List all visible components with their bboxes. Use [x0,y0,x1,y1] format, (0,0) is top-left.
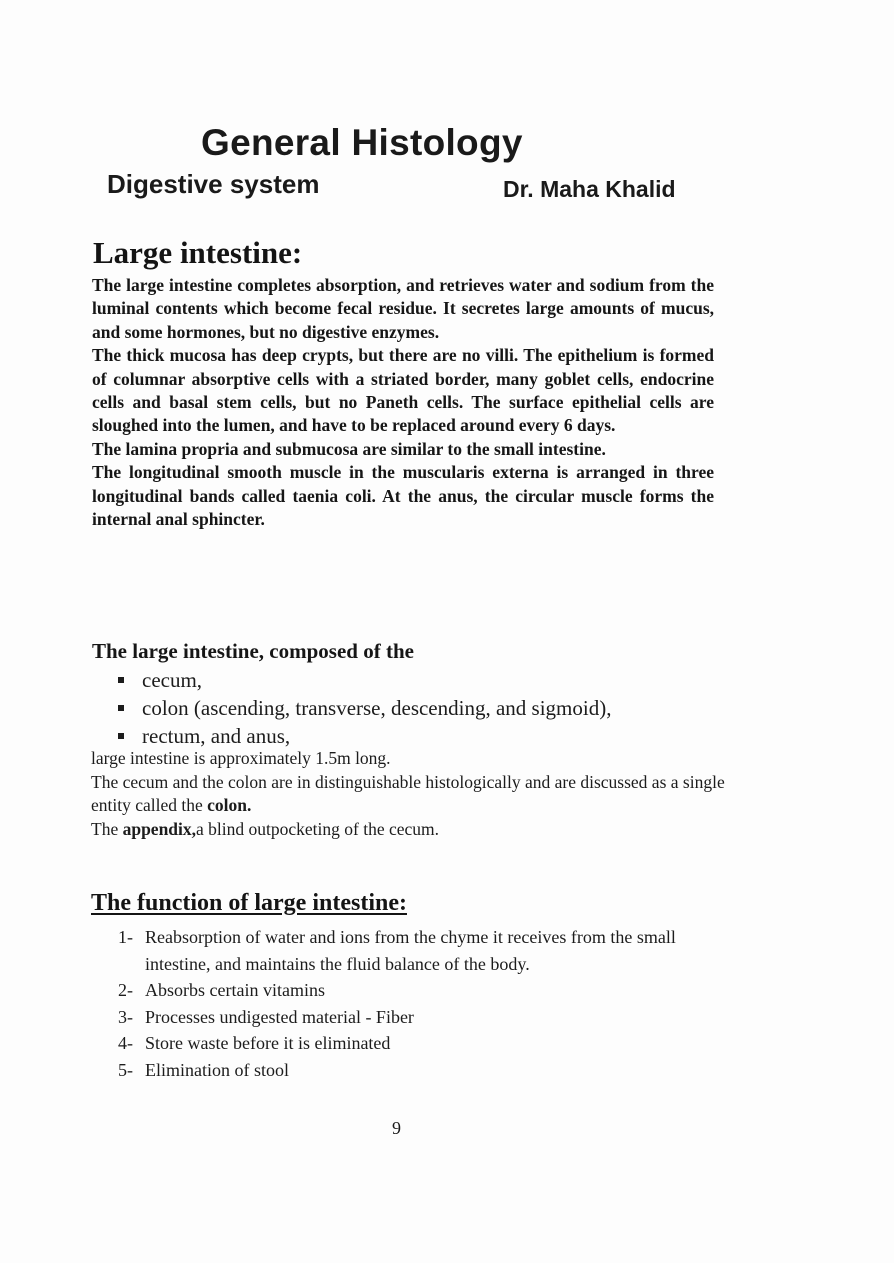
function-heading: The function of large intestine: [91,890,407,916]
list-item-text: Processes undigested material - Fiber [145,1006,414,1027]
list-item-text: colon (ascending, transverse, descending, and sigmoid), [142,696,612,720]
appendix-note [91,818,731,842]
list-item-text: Absorbs certain vitamins [145,980,325,1000]
list-item [118,666,611,694]
square-bullet-icon [118,705,124,711]
paragraph: The longitudinal smooth muscle in the muscularis externa is arranged in three longitudinal bands called taenia coli. At the anus, the circular muscle forms the internal anal sphincter. [92,462,714,530]
list-number: 5- [118,1059,133,1080]
composition-heading: The large intestine, composed of the [92,639,414,663]
list-item [118,1030,718,1057]
page-author: Dr. Maha Khalid [503,176,676,202]
list-item [118,722,611,750]
list-item [118,924,718,977]
colon-note [91,771,731,818]
list-item [118,1004,718,1031]
list-item [118,694,611,722]
square-bullet-icon [118,733,124,739]
colon-term: colon. [207,795,252,815]
appendix-term: appendix, [122,818,197,839]
paragraph: The thick mucosa has deep crypts, but there are no villi. The epithelium is formed of columnar absorptive cells with a striated border, many goblet cells, endocrine cells and basal stem cells, but no Paneth cells. The surface epithelial cells are sloughed into the lumen, and have to be replaced around every 6 days. [92,345,714,436]
list-item-text: Elimination of stool [145,1059,289,1080]
large-intestine-description [92,274,714,531]
list-number: 1- [118,927,133,947]
appendix-note-text: a blind outpocketing of the cecum. [196,818,440,839]
large-intestine-heading: Large intestine: [93,235,303,270]
appendix-note-prefix: The [91,818,119,839]
list-number: 4- [118,1033,133,1053]
page-number: 9 [392,1118,401,1138]
function-list [118,924,718,1083]
square-bullet-icon [118,677,124,683]
list-item-text: cecum, [142,668,203,692]
paragraph: The lamina propria and submucosa are similar to the small intestine. [92,438,606,459]
list-number: 2- [118,980,133,1000]
list-number: 3- [118,1006,133,1027]
list-item [118,977,718,1004]
list-item-text: rectum, and anus, [142,724,291,748]
list-item [118,1057,718,1084]
list-item-text: Store waste before it is eliminated [145,1033,391,1053]
colon-note-text: The cecum and the colon are in distinguishable histologically and are discussed as a single entity called the [91,771,725,815]
page-subject: Digestive system [107,169,320,199]
paragraph: The large intestine completes absorption, and retrieves water and sodium from the luminal contents which become fecal residue. It secretes large amounts of mucus, and some hormones, but no digestive enzymes. [92,275,714,342]
composition-notes [91,747,731,841]
length-note: large intestine is approximately 1.5m long. [91,748,391,768]
parts-list [118,666,611,750]
page-title: General Histology [201,122,523,163]
list-item-text: Reabsorption of water and ions from the chyme it receives from the small intestine, and maintains the fluid balance of the body. [145,927,676,974]
